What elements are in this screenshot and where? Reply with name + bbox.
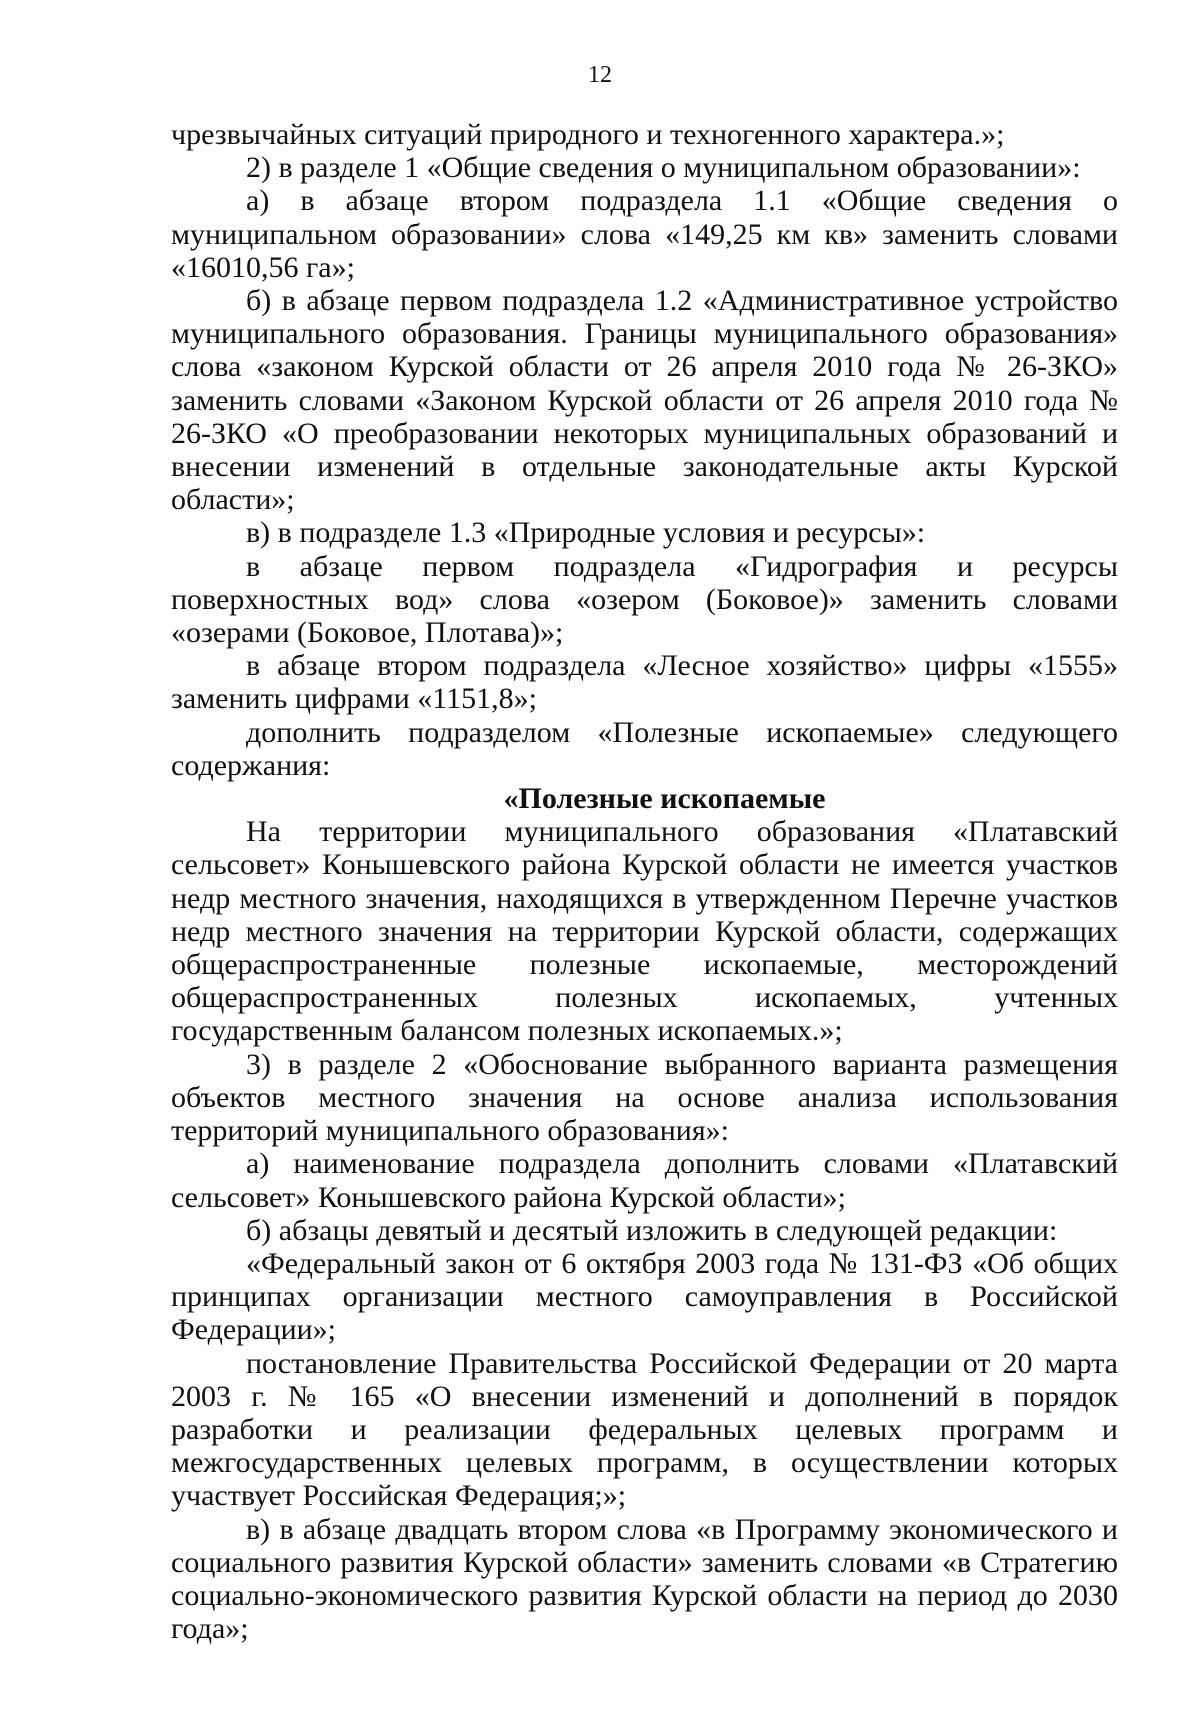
paragraph-section-2: 3) в разделе 2 «Обоснование выбранного варианта размещения объектов местного значения на основе анализа использования территорий муниципального образования»: — [171, 1047, 1118, 1148]
paragraph-item-a: а) в абзаце втором подраздела 1.1 «Общие сведения о муниципальном образовании» слова «149,25 км кв» заменить словами «16010,56 га»; — [171, 184, 1118, 284]
paragraph-add-subsection: дополнить подразделом «Полезные ископаемые» следующего содержания: — [171, 715, 1118, 782]
paragraph-item-a-2: а) наименование подраздела дополнить словами «Платавский сельсовет» Конышевского района Курской области»; — [171, 1147, 1118, 1214]
paragraph-item-v-2: в) в абзаце двадцать втором слова «в Программу экономического и социального развития Курской области» заменить словами «в Стратегию социально-экономического развития Курской области на период до 2030 года»; — [171, 1512, 1118, 1646]
paragraph-continuation: чрезвычайных ситуаций природного и техногенного характера.»; — [171, 118, 1005, 151]
paragraph-section-1: 2) в разделе 1 «Общие сведения о муниципальном образовании»: — [246, 151, 1081, 185]
paragraph-item-b: б) в абзаце первом подраздела 1.2 «Административное устройство муниципального образования. Границы муниципального образования» слова «законом Курской области от 26 апреля 2010 года № 26-ЗКО» заменить словами «Законом Курской области от 26 апреля 2010 года № 26-ЗКО «О преобразовании некоторых муниципальных образований и внесении изменений в отдельные законодательные акты Курской области»; — [171, 284, 1118, 517]
document-body — [171, 118, 1118, 1645]
page-number: 12 — [588, 62, 612, 88]
paragraph-hydrography: в абзаце первом подраздела «Гидрография и ресурсы поверхностных вод» слова «озером (Боковое)» заменить словами «озерами (Боковое, Плотава)»; — [171, 549, 1118, 650]
paragraph-forestry: в абзаце втором подраздела «Лесное хозяйство» цифры «1555» заменить цифрами «1151,8»; — [171, 649, 1118, 716]
paragraph-minerals: На территории муниципального образования «Платавский сельсовет» Конышевского района Курской области не имеется участков недр местного значения, находящихся в утвержденном Перечне участков недр местного значения на территории Курской области, содержащих общераспространенные полезные ископаемые, месторождений общераспространенных полезных ископаемых, учтенных государственным балансом полезных ископаемых.»; — [171, 815, 1118, 1048]
subsection-heading: «Полезные ископаемые — [503, 782, 826, 816]
paragraph-item-b-2: б) абзацы девятый и десятый изложить в следующей редакции: — [246, 1213, 1058, 1247]
paragraph-resolution: постановление Правительства Российской Федерации от 20 марта 2003 г. № 165 «О внесении изменений и дополнений в порядок разработки и реализации федеральных целевых программ и межгосударственных целевых программ, в осуществлении которых участвует Российская Федерация;»; — [171, 1346, 1118, 1513]
paragraph-federal-law: «Федеральный закон от 6 октября 2003 года № 131-ФЗ «Об общих принципах организации местного самоуправления в Российской Федерации»; — [171, 1246, 1118, 1347]
paragraph-item-v: в) в подразделе 1.3 «Природные условия и ресурсы»: — [246, 516, 926, 550]
